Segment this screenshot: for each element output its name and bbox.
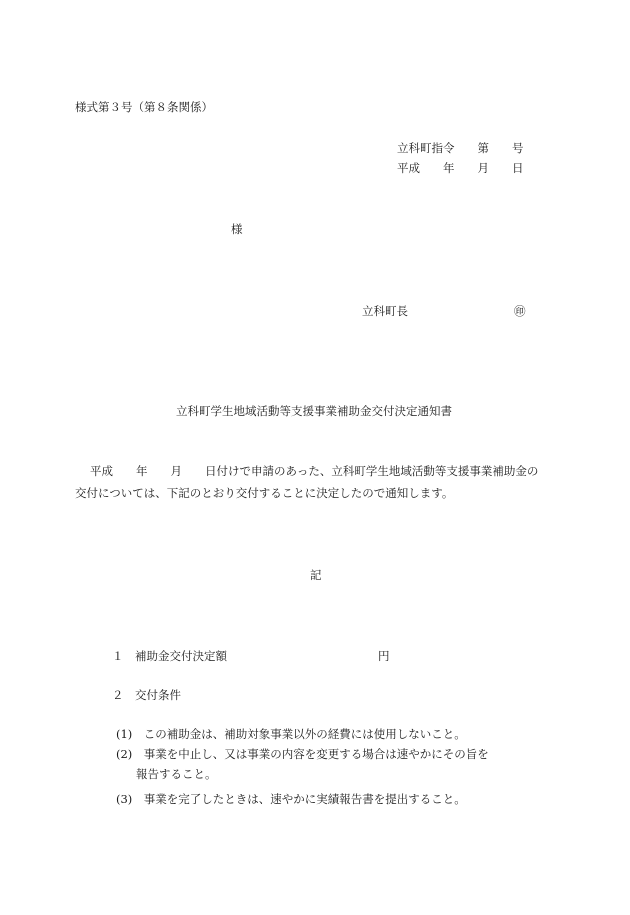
seal-mark: ㊞ [514,304,526,318]
condition-2: (2) 事業を中止し、又は事業の内容を変更する場合は速やかにその旨を [116,747,489,761]
ki-heading: 記 [310,568,322,582]
body-text-line-1: 平成 年 月 日付けで申請のあった、立科町学生地域活動等支援事業補助金の [90,464,539,478]
issuer: 立科町長 [362,304,408,318]
condition-3: (3) 事業を完了したときは、速やかに実績報告書を提出すること。 [116,792,466,806]
document-title: 立科町学生地域活動等支援事業補助金交付決定通知書 [176,404,452,418]
item-1-unit: 円 [378,649,390,663]
condition-1: (1) この補助金は、補助対象事業以外の経費には使用しないこと。 [116,727,466,741]
condition-2-continued: 報告すること。 [136,767,217,781]
document-date: 平成 年 月 日 [397,161,524,175]
item-1-label: １ 補助金交付決定額 [112,649,227,663]
form-number: 様式第３号（第８条関係） [75,100,213,114]
addressee: 様 [231,222,243,236]
item-2-label: ２ 交付条件 [112,688,181,702]
body-text-line-2: 交付については、下記のとおり交付することに決定したので通知します。 [75,486,454,500]
document-number: 立科町指令 第 号 [397,141,524,155]
